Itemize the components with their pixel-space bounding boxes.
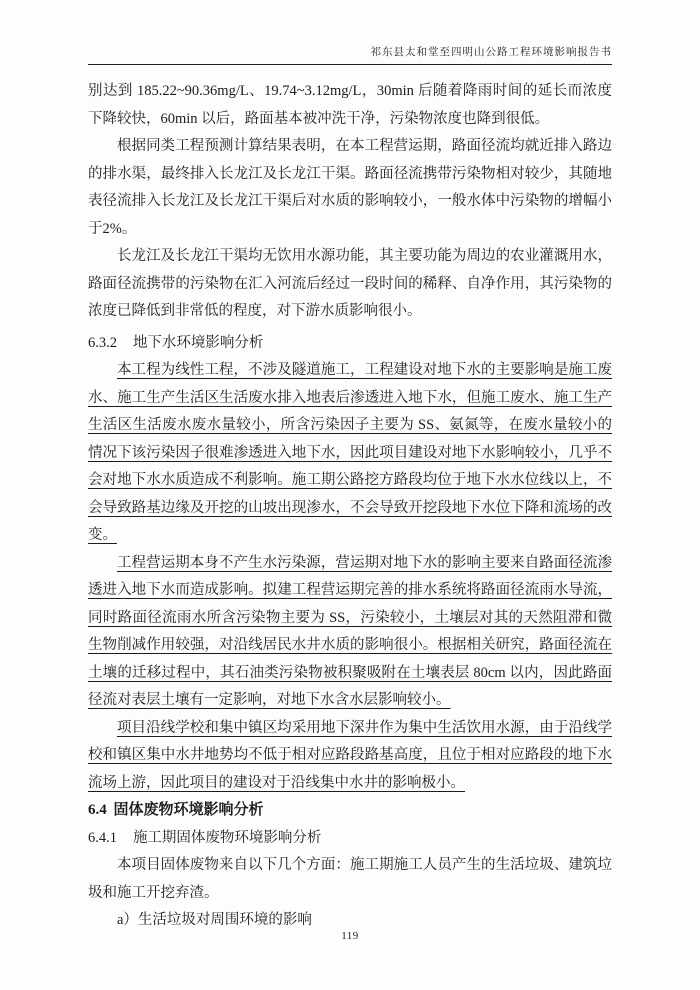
section-number: 6.4 — [88, 802, 107, 818]
section-heading-6-4 — [88, 797, 612, 825]
paragraph-runoff-prediction: 根据同类工程预测计算结果表明，在本工程营运期，路面径流均就近排入路边的排水渠，最终排入长龙江及长龙江干渠。路面径流携带污染物相对较少，其随地表径流排入长龙江及长龙江干渠后对水质的影响较小，一般水体中污染物的增幅小于2%。 — [88, 138, 612, 237]
section-heading-6-4-1 — [88, 825, 612, 853]
section-title: 地下水环境影响分析 — [132, 334, 264, 351]
section-title: 施工期固体废物环境影响分析 — [132, 829, 322, 846]
paragraph-groundwater-construction: 本工程为线性工程，不涉及隧道施工，工程建设对地下水的主要影响是施工废水、施工生产生活区生活废水排入地表后渗透进入地下水，但施工废水、施工生产生活区生活废水废水量较小，所含污染因子主要为 SS、氨氮等，在废水量较小的情况下该污染因子很难渗透进入地下水，因此项目建设对地下水影响较小，几乎不会对地下水水质造成不利影响。施工期公路挖方路段均位于地下水水位线以上，不会导致路基边缘及开挖的山坡出现渗水，不会导致开挖段地下水位下降和流场的改变。 — [88, 362, 612, 543]
page-number: 119 — [341, 930, 359, 942]
section-number: 6.3.2 — [88, 334, 117, 351]
section-title: 固体废物环境影响分析 — [113, 802, 264, 818]
paragraph-drinking-wells: 项目沿线学校和集中镇区均采用地下深井作为集中生活饮用水源，由于沿线学校和镇区集中水井地势均不低于相对应路段路基高度，且位于相对应路段的地下水流场上游，因此项目的建设对于沿线集中水井的影响极小。 — [88, 719, 612, 791]
page-footer — [0, 930, 700, 942]
page-header — [88, 44, 612, 65]
paragraph-runoff-concentration: 别达到 185.22~90.36mg/L、19.74~3.12mg/L，30min 后随着降雨时间的延长而浓度下降较快，60min 以后，路面基本被冲洗干净，污染物浓度也降到很低。 — [88, 83, 612, 127]
paragraph-river-function: 长龙江及长龙江干渠均无饮用水源功能，其主要功能为周边的农业灌溉用水，路面径流携带的污染物在汇入河流后经过一段时间的稀释、自净作用，其污染物的浓度已降低到非常低的程度，对下游水质影响很小。 — [88, 248, 612, 319]
paragraph-groundwater-operation: 工程营运期本身不产生水污染源，营运期对地下水的影响主要来自路面径流渗透进入地下水而造成影响。拟建工程营运期完善的排水系统将路面径流雨水导流，同时路面径流雨水所含污染物主要为 SS，污染较小，土壤层对其的天然阻滞和微生物削减作用较强，对沿线居民水井水质的影响很小。根据相关研究，路面径流在土壤的迁移过程中，其石油类污染物被积聚吸附在土壤表层 80cm 以内，因此路面径流对表层土壤有一定影响，对地下水含水层影响较小。 — [88, 554, 612, 708]
paragraph-item-a-domestic-garbage: a）生活垃圾对周围环境的影响 — [117, 912, 312, 928]
document-body — [88, 78, 612, 935]
paragraph-solid-waste-sources: 本项目固体废物来自以下几个方面：施工期施工人员产生的生活垃圾、建筑垃圾和施工开挖弃渣。 — [88, 857, 612, 901]
section-heading-6-3-2 — [88, 330, 612, 358]
section-number: 6.4.1 — [88, 829, 117, 846]
report-title: 祁东县太和堂至四明山公路工程环境影响报告书 — [370, 47, 612, 58]
